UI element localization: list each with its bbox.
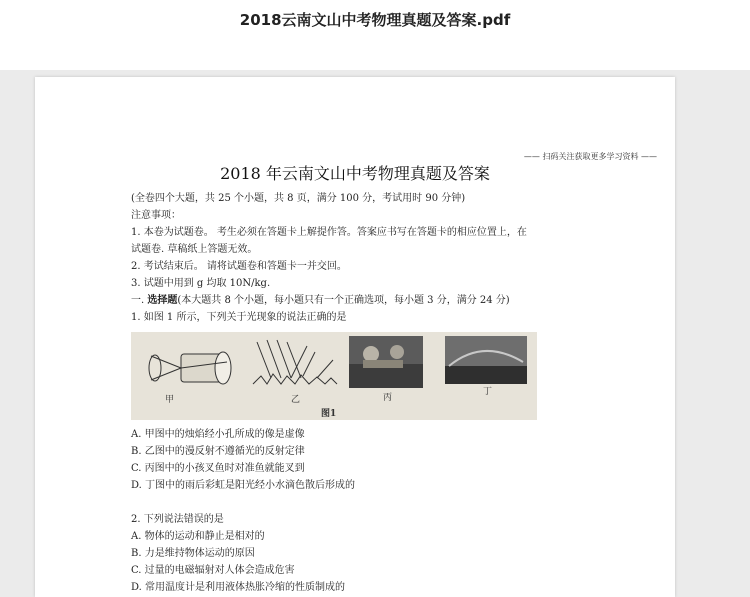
paper-subtitle: (全卷四个大题，共 25 个小题，共 8 页，满分 100 分，考试用时 90 分钟) (131, 193, 466, 204)
figure-label-yi: 乙 (291, 395, 301, 405)
rainbow-photo (445, 336, 527, 384)
q2-option-b: B. 力是维持物体运动的原因 (131, 548, 255, 559)
note-1-line-1: 1. 本卷为试题卷。 考生必须在答题卡上解提作答。答案应书写在答题卡的相应位置上，在 (131, 227, 527, 238)
document-title: 2018云南文山中考物理真题及答案.pdf (239, 11, 511, 29)
section-heading (131, 292, 611, 309)
figure-label-ding: 丁 (483, 387, 493, 397)
note-3: 3. 试题中用到 g 均取 10N/kg. (131, 278, 271, 289)
figure-caption: 图1 (321, 409, 337, 419)
notes-heading: 注意事项： (131, 210, 181, 221)
q2-option-d: D. 常用温度计是利用液体热胀冷缩的性质制成的 (131, 582, 346, 593)
pinhole-camera-drawing (149, 352, 231, 384)
fishing-photo (349, 336, 423, 388)
figure-label-bing: 丙 (383, 393, 393, 403)
q2-option-c: C. 过量的电磁辐射对人体会造成危害 (131, 565, 295, 576)
q1-option-d: D. 丁图中的雨后彩虹是阳光经小水滴色散后形成的 (131, 480, 356, 491)
diffuse-reflection-drawing (253, 340, 337, 384)
question-1: 1. 如图 1 所示，下列关于光现象的说法正确的是 (131, 312, 347, 323)
figure-label-jia: 甲 (165, 395, 175, 405)
note-1-line-2: 试题卷. 草稿纸上答题无效。 (131, 244, 258, 255)
paper-title: 2018 年云南文山中考物理真题及答案 (220, 164, 490, 183)
pdf-page (35, 77, 675, 597)
question-2: 2. 下列说法错误的是 (131, 514, 224, 525)
figure-1 (131, 332, 537, 420)
section-prefix: 一. (131, 295, 148, 306)
page-content (131, 190, 611, 596)
note-2: 2. 考试结束后。 请将试题卷和答题卡一并交回。 (131, 261, 347, 272)
viewer-toolbar (0, 0, 750, 70)
watermark-text: —— 扫码关注获取更多学习资料 —— (523, 152, 657, 161)
section-title: 选择题 (147, 295, 178, 306)
q1-option-a: A. 甲图中的烛焰经小孔所成的像是虚像 (131, 429, 305, 440)
q2-option-a: A. 物体的运动和静止是相对的 (131, 531, 265, 542)
section-description: (本大题共 8 个小题，每小题只有一个正确选项，每小题 3 分，满分 24 分) (177, 295, 510, 306)
q1-option-c: C. 丙图中的小孩叉鱼时对准鱼就能叉到 (131, 463, 305, 474)
q1-option-b: B. 乙图中的漫反射不遵循光的反射定律 (131, 446, 305, 457)
